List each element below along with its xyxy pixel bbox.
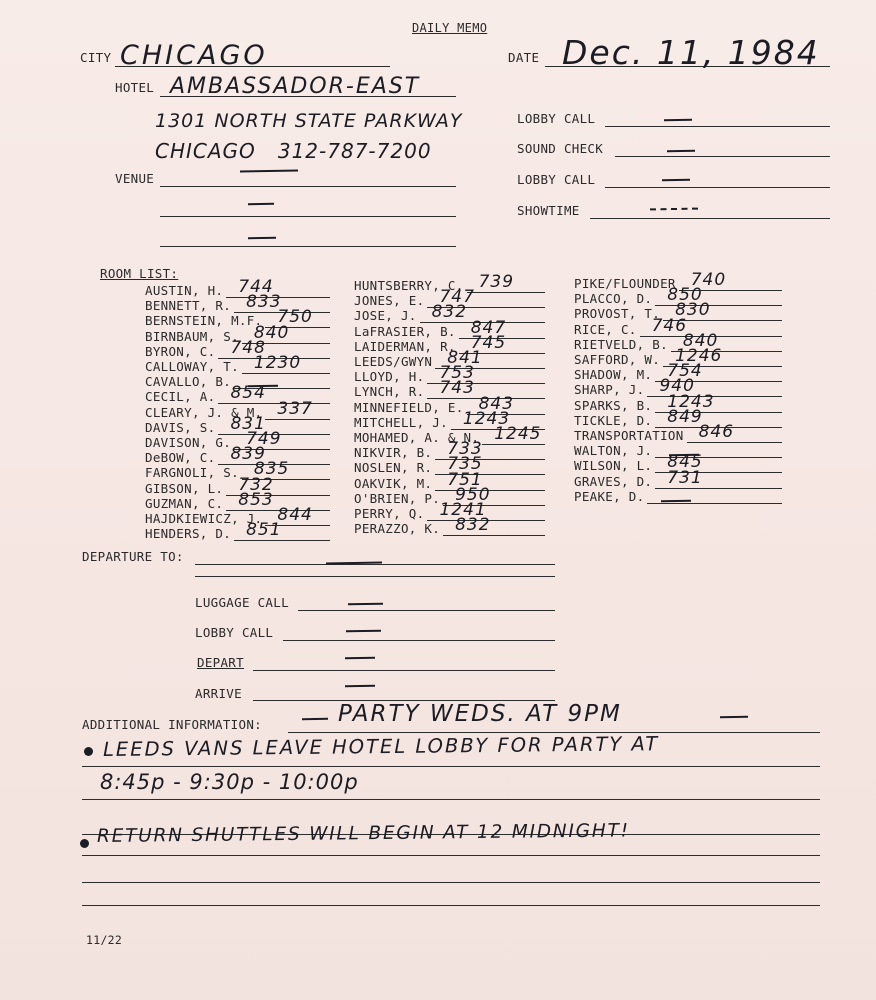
venue-line-1 <box>160 186 456 187</box>
guest-name: HENDERS, D. <box>145 526 232 542</box>
additional-line-7 <box>82 905 820 906</box>
room-number: 751 <box>447 469 483 490</box>
room-number: 1230 <box>253 353 302 373</box>
guest-name: SAFFORD, W. <box>574 352 661 367</box>
room-line <box>242 373 330 374</box>
additional-dash-left <box>302 718 328 720</box>
hotel-city-phone: CHICAGO 312-787-7200 <box>155 139 432 163</box>
lobby-call-line-1 <box>605 126 830 127</box>
room-number: 846 <box>698 422 735 442</box>
guest-name: LYNCH, R. <box>354 384 425 400</box>
guest-name: DAVISON, G. <box>145 435 232 450</box>
room-number: 753 <box>439 363 475 384</box>
room-number: 749 <box>246 429 282 449</box>
room-number: 950 <box>455 484 491 505</box>
date-label: DATE <box>508 50 540 65</box>
room-number: 750 <box>277 307 313 328</box>
room-number: 832 <box>431 302 468 323</box>
city-label: CITY <box>80 50 112 65</box>
guest-name: CALLOWAY, T. <box>145 359 239 374</box>
room-number: 845 <box>667 452 703 473</box>
additional-line-1-text: PARTY WEDS. AT 9PM <box>338 701 622 727</box>
room-number: 754 <box>667 361 703 382</box>
luggage-call-label: LUGGAGE CALL <box>195 595 289 610</box>
guest-name: SHARP, J. <box>574 382 645 398</box>
room-number: 854 <box>230 383 266 404</box>
additional-dash-right <box>720 716 748 718</box>
phone-underline <box>240 169 298 172</box>
room-line <box>482 444 545 445</box>
guest-name: CAVALLO, B. <box>145 374 232 390</box>
guest-name: PROVOST, T. <box>574 306 661 322</box>
guest-name: DeBOW, C. <box>145 450 216 466</box>
bullet-2 <box>80 839 89 848</box>
lobby-call-dash-1 <box>664 119 692 121</box>
memo-title: DAILY MEMO <box>412 21 488 35</box>
room-number: 740 <box>690 270 727 290</box>
room-line <box>655 488 782 489</box>
guest-name: JOSE, J. <box>354 308 417 324</box>
city-value: CHICAGO <box>120 40 268 71</box>
room-number: 1246 <box>675 346 723 366</box>
venue-dash-1 <box>248 203 274 205</box>
lobby-call-dash-2 <box>662 179 690 181</box>
sound-check-dash <box>667 150 695 152</box>
luggage-call-dash <box>348 603 383 606</box>
room-number: 735 <box>447 454 483 475</box>
form-number: 11/22 <box>86 933 123 947</box>
room-number: 747 <box>439 287 475 308</box>
showtime-label: SHOWTIME <box>517 203 580 218</box>
depart-line <box>253 670 555 671</box>
room-number: 731 <box>667 467 703 488</box>
room-number: 839 <box>230 444 266 465</box>
guest-name: SPARKS, B. <box>574 397 653 413</box>
additional-line-6 <box>82 882 820 883</box>
guest-name: RIETVELD, B. <box>574 336 668 352</box>
room-number: 337 <box>277 398 313 419</box>
room-number: 849 <box>667 406 703 427</box>
showtime-dash <box>650 208 698 211</box>
additional-line-2-text: LEEDS VANS LEAVE HOTEL LOBBY FOR PARTY AT <box>102 732 660 761</box>
room-number: 743 <box>439 378 475 399</box>
room-number: 832 <box>455 515 491 536</box>
room-number: 843 <box>478 393 515 414</box>
sound-check-line <box>615 156 830 157</box>
venue-line-2 <box>160 216 456 217</box>
showtime-line <box>590 218 830 219</box>
guest-name: AUSTIN, H. <box>145 283 224 298</box>
room-number: 1245 <box>494 424 542 444</box>
lobby-call-label-1: LOBBY CALL <box>517 111 596 126</box>
guest-name: RICE, C. <box>574 321 637 337</box>
room-number: 1243 <box>667 391 715 412</box>
guest-name: MOHAMED, A. & N. <box>354 430 480 445</box>
departure-label: DEPARTURE TO: <box>82 549 184 564</box>
depart-label: DEPART <box>197 655 244 670</box>
room-number: 940 <box>659 376 695 397</box>
guest-name: HAJDKIEWICZ, J. <box>145 511 263 526</box>
venue-label: VENUE <box>115 171 155 186</box>
guest-name: BENNETT, R. <box>145 298 232 314</box>
room-number: 746 <box>651 315 688 336</box>
room-number: 744 <box>238 277 274 297</box>
guest-name: MINNEFIELD, E. <box>354 399 464 415</box>
guest-name: TRANSPORTATION <box>574 428 684 443</box>
guest-name: CECIL, A. <box>145 389 216 405</box>
room-number: 835 <box>253 459 290 480</box>
room-line <box>647 503 782 504</box>
guest-name: PLACCO, D. <box>574 291 653 307</box>
guest-name: O'BRIEN, P. <box>354 490 441 506</box>
room-number: 745 <box>470 332 507 353</box>
guest-name: PIKE/FLOUNDER <box>574 276 676 291</box>
additional-line-3 <box>82 799 820 800</box>
departure-line-1 <box>195 564 555 565</box>
room-number: 841 <box>447 348 483 368</box>
date-value: Dec. 11, 1984 <box>562 33 820 72</box>
room-list-label: ROOM LIST: <box>100 266 179 281</box>
guest-name: PERRY, Q. <box>354 506 425 521</box>
guest-name: CLEARY, J. & M. <box>145 404 263 420</box>
lobby-call-label-3: LOBBY CALL <box>195 625 274 640</box>
additional-line-4-text: RETURN SHUTTLES WILL BEGIN AT 12 MIDNIGHT! <box>96 820 631 847</box>
hotel-name: AMBASSADOR-EAST <box>170 74 421 99</box>
room-number: 853 <box>238 489 274 510</box>
guest-name: PEAKE, D. <box>574 488 645 504</box>
venue-line-3 <box>160 246 456 247</box>
venue-dash-2 <box>248 237 276 239</box>
guest-name: SHADOW, M. <box>574 367 653 383</box>
guest-name: FARGNOLI, S. <box>145 465 239 481</box>
bullet-1 <box>84 747 93 756</box>
depart-dash <box>345 657 375 660</box>
room-line <box>467 292 545 293</box>
guest-name: BYRON, C. <box>145 343 216 359</box>
guest-name: JONES, E. <box>354 293 425 309</box>
additional-line-2 <box>82 766 820 767</box>
guest-name: GUZMAN, C. <box>145 495 224 511</box>
room-number: 1241 <box>439 500 487 520</box>
hotel-address: 1301 NORTH STATE PARKWAY <box>155 110 463 132</box>
room-line <box>443 535 545 536</box>
room-line <box>687 442 782 443</box>
room-line <box>234 540 330 541</box>
guest-name: NOSLEN, R. <box>354 460 433 476</box>
room-number: 831 <box>230 413 266 434</box>
guest-name: HUNTSBERRY, C. <box>354 278 464 293</box>
additional-info-label: ADDITIONAL INFORMATION: <box>82 717 262 732</box>
guest-name: BERNSTEIN, M.F. <box>145 313 263 329</box>
arrive-dash <box>345 685 375 688</box>
room-number: 732 <box>238 474 274 495</box>
lobby-call-line-2 <box>605 187 830 188</box>
guest-name: WILSON, L. <box>574 458 653 474</box>
guest-name: MITCHELL, J. <box>354 414 448 430</box>
room-number: 739 <box>478 272 515 292</box>
room-number: 840 <box>682 330 719 351</box>
room-number: 840 <box>253 322 290 343</box>
room-number: 733 <box>447 439 483 460</box>
room-number: 851 <box>246 520 282 541</box>
room-number: 850 <box>667 285 703 306</box>
lobby-call-dash-3 <box>346 630 381 633</box>
guest-name: WALTON, J. <box>574 443 653 459</box>
guest-name: PERAZZO, K. <box>354 521 441 537</box>
guest-name: DAVIS, S. <box>145 419 216 435</box>
room-number: 830 <box>675 300 711 321</box>
room-blank-dash <box>661 500 691 503</box>
additional-line-3-text: 8:45p - 9:30p - 10:00p <box>100 770 359 794</box>
guest-name: LaFRASIER, B. <box>354 323 456 339</box>
guest-name: BIRNBAUM, S. <box>145 328 239 344</box>
hotel-label: HOTEL <box>115 80 155 95</box>
room-number: 748 <box>230 337 266 358</box>
lobby-call-label-2: LOBBY CALL <box>517 172 596 187</box>
lobby-call-line-3 <box>283 640 555 641</box>
room-number: 833 <box>246 292 282 313</box>
room-number: 1243 <box>462 408 511 429</box>
room-number: 844 <box>277 505 313 525</box>
guest-name: GIBSON, L. <box>145 480 224 496</box>
guest-name: NIKVIR, B. <box>354 445 433 461</box>
room-line <box>265 419 330 420</box>
guest-name: LLOYD, H. <box>354 369 425 385</box>
guest-name: LEEDS/GWYN <box>354 354 433 369</box>
sound-check-label: SOUND CHECK <box>517 141 604 156</box>
arrive-label: ARRIVE <box>195 686 242 701</box>
departure-line-2 <box>195 576 555 577</box>
bleed-through-ghost-1 <box>440 80 448 105</box>
guest-name: LAIDERMAN, R. <box>354 338 456 354</box>
room-number: 847 <box>470 317 507 338</box>
additional-line-5 <box>82 855 820 856</box>
guest-name: GRAVES, D. <box>574 473 653 489</box>
luggage-call-line <box>298 610 555 611</box>
guest-name: TICKLE, D. <box>574 412 653 428</box>
guest-name: OAKVIK, M. <box>354 475 433 491</box>
